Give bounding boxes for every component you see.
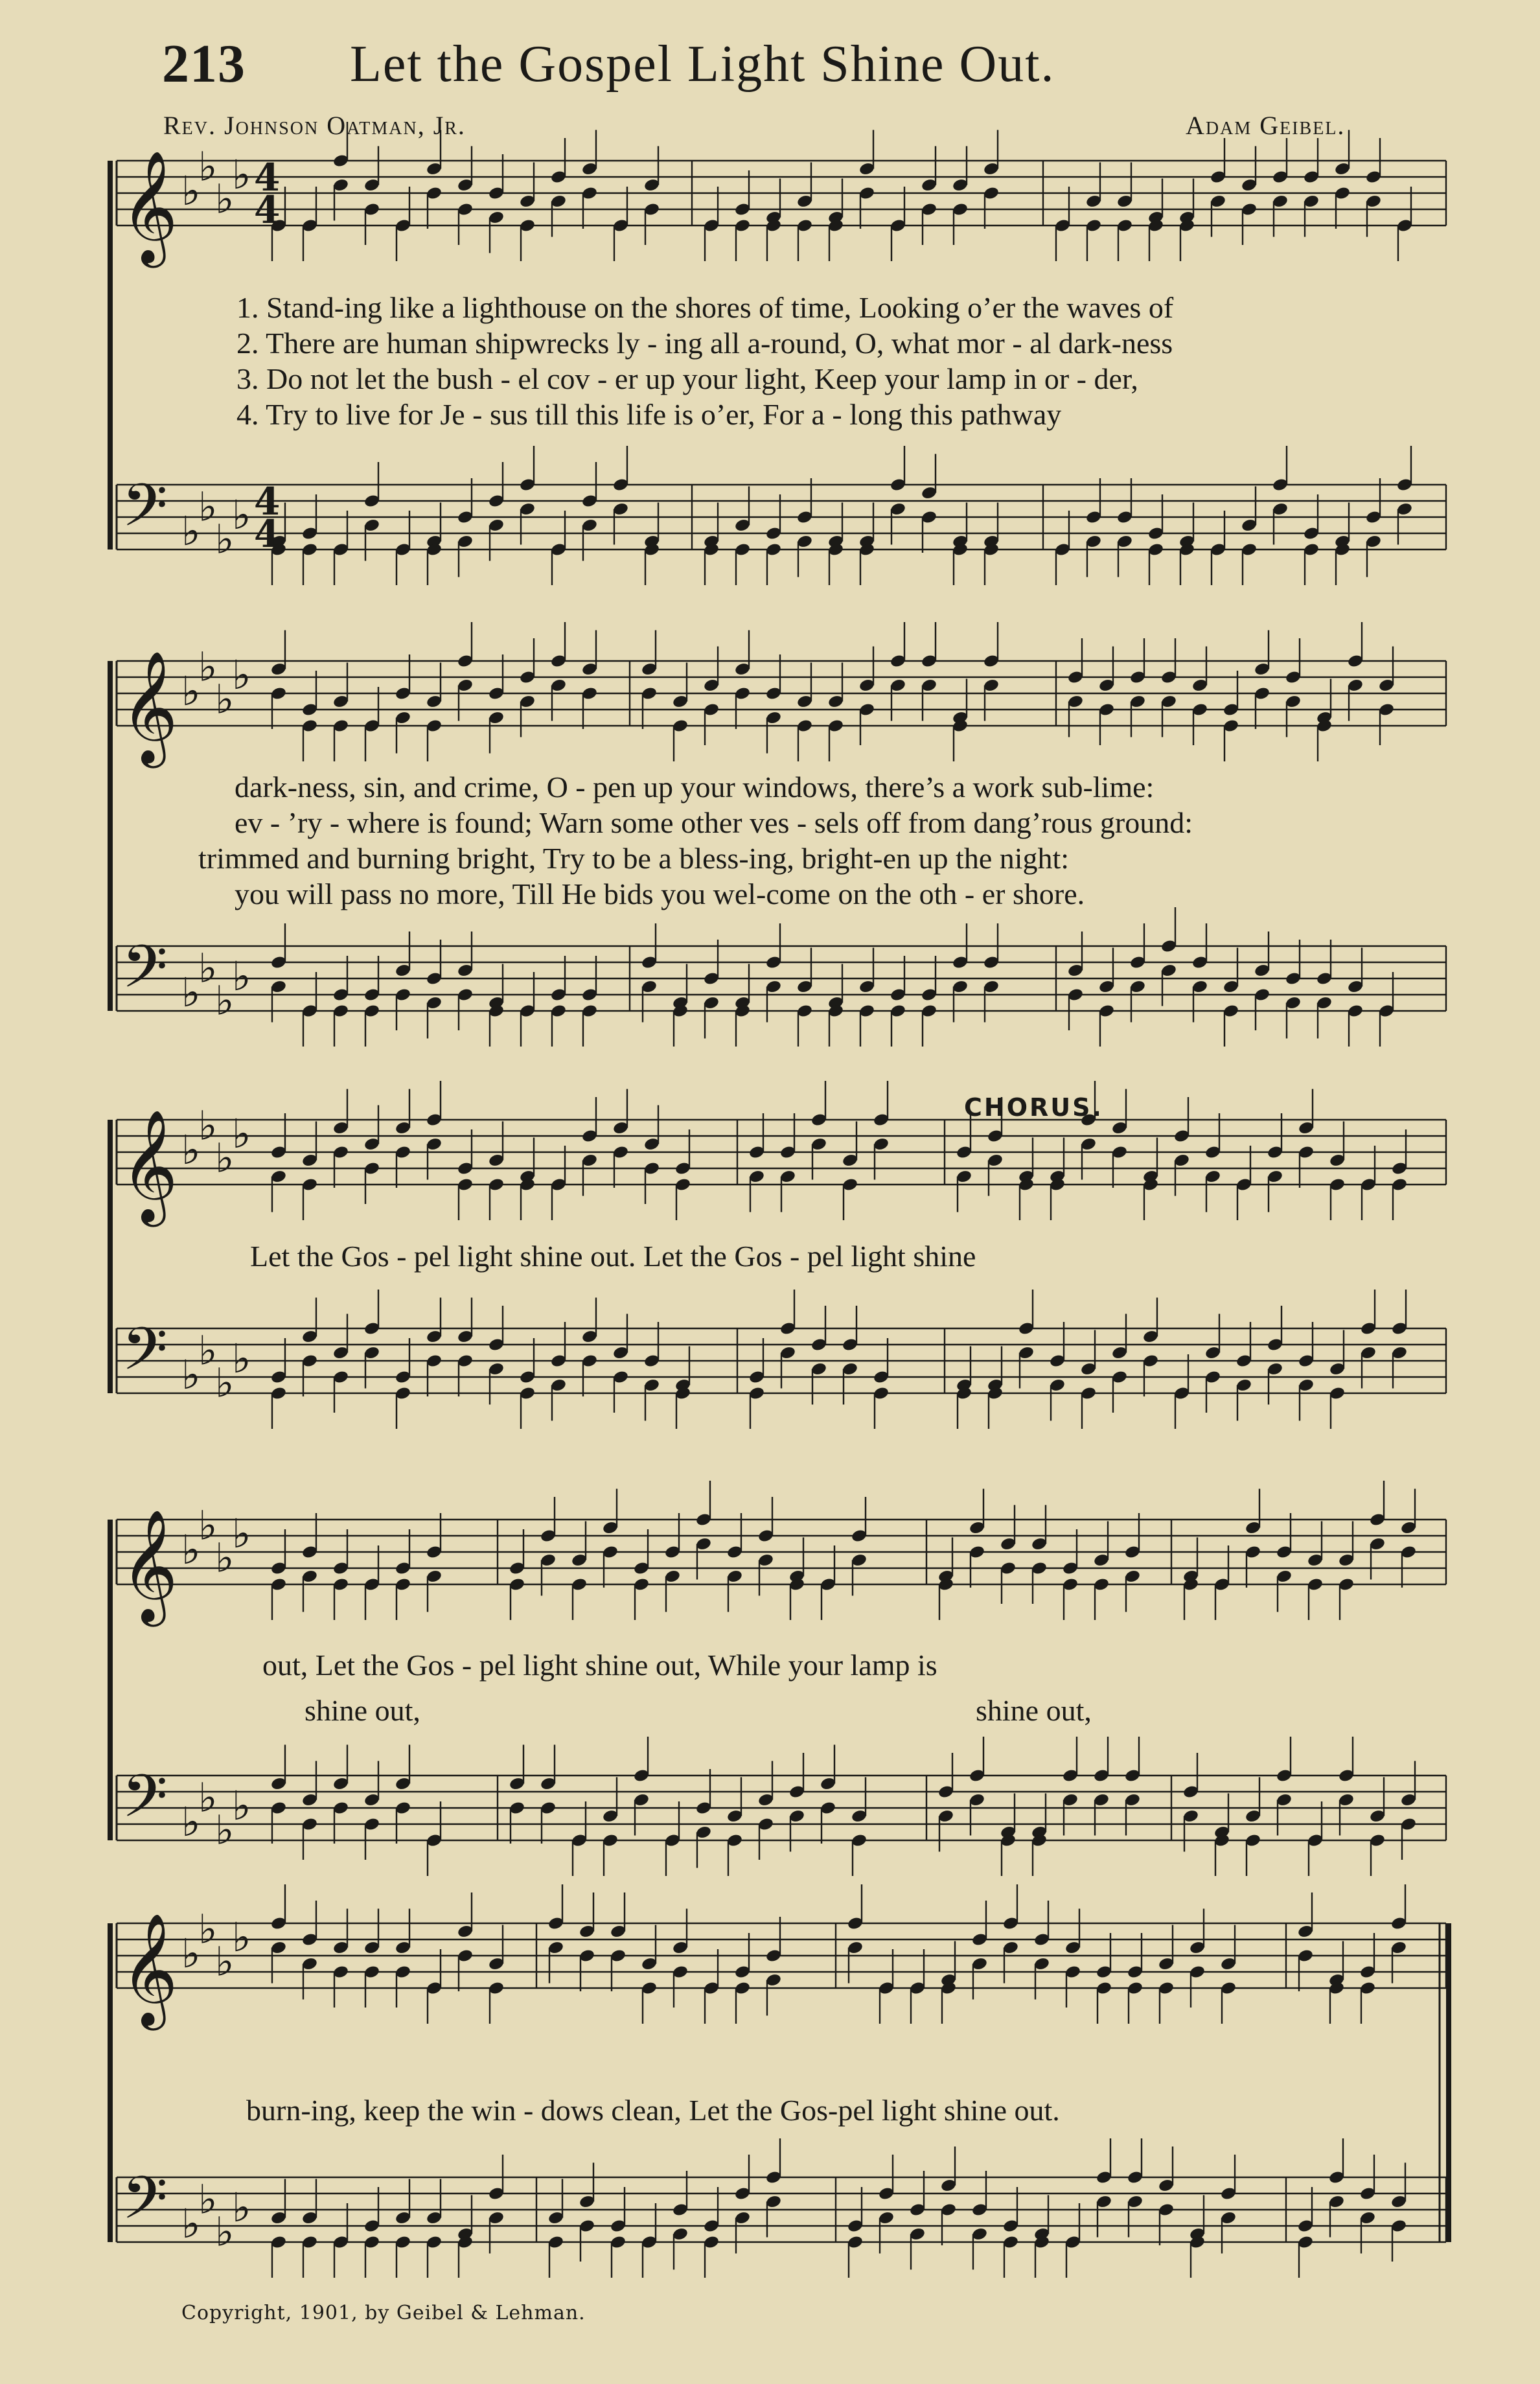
verse-3-line-2: trimmed and burning bright, Try to be a bless-ing, bright-en up the night: xyxy=(198,842,1070,875)
flat-sign-icon: ♭ xyxy=(198,1102,218,1150)
treble-clef-icon: 𝄞 xyxy=(121,1509,178,1622)
treble-clef-icon: 𝄞 xyxy=(121,1109,178,1222)
treble-clef-icon: 𝄞 xyxy=(121,651,178,763)
flat-sign-icon: ♭ xyxy=(232,651,251,699)
time-signature: 4 xyxy=(254,480,281,524)
flat-sign-icon: ♭ xyxy=(198,483,218,531)
flat-sign-icon: ♭ xyxy=(198,1501,218,1549)
verse-1-line-1: 1. Stand-ing like a lighthouse on the shores of time, Looking o’er the waves of xyxy=(236,291,1174,324)
flat-sign-icon: ♭ xyxy=(215,1134,235,1182)
flat-sign-icon: ♭ xyxy=(232,1335,251,1382)
flat-sign-icon: ♭ xyxy=(198,1326,218,1374)
verse-2-line-1: 2. There are human shipwrecks ly - ing all a-round, O, what mor - al dark-ness xyxy=(236,327,1173,360)
flat-sign-icon: ♭ xyxy=(198,944,218,992)
flat-sign-icon: ♭ xyxy=(215,2208,235,2256)
flat-sign-icon: ♭ xyxy=(181,667,201,715)
treble-clef-icon: 𝄞 xyxy=(121,1913,178,2026)
verse-1-line-2: dark-ness, sin, and crime, O - pen up your windows, there’s a work sub-lime: xyxy=(235,770,1155,804)
bass-clef-icon: 𝄢 xyxy=(122,1762,168,1845)
verse-2-line-2: ev - ’ry - where is found; Warn some other ves - sels off from dang’rous ground: xyxy=(235,806,1193,839)
flat-sign-icon: ♭ xyxy=(215,1938,235,1985)
flat-sign-icon: ♭ xyxy=(181,507,201,555)
chorus-lyrics-line-1: Let the Gos - pel light shine out. Let the Gos - pel light shine xyxy=(250,1240,976,1273)
flat-sign-icon: ♭ xyxy=(181,1526,201,1573)
flat-sign-icon: ♭ xyxy=(215,1806,235,1854)
bass-clef-icon: 𝄢 xyxy=(122,1315,168,1398)
flat-sign-icon: ♭ xyxy=(232,1510,251,1557)
flat-sign-icon: ♭ xyxy=(181,2200,201,2247)
flat-sign-icon: ♭ xyxy=(215,1534,235,1582)
flat-sign-icon: ♭ xyxy=(198,643,218,691)
bass-clef-icon: 𝄢 xyxy=(122,471,168,554)
flat-sign-icon: ♭ xyxy=(215,675,235,723)
flat-sign-icon: ♭ xyxy=(232,1782,251,1829)
flat-sign-icon: ♭ xyxy=(215,977,235,1024)
composer-credit: Adam Geibel. xyxy=(1186,111,1346,140)
flat-sign-icon: ♭ xyxy=(232,953,251,1000)
time-signature: 4 xyxy=(254,188,281,232)
bass-clef-icon: 𝄢 xyxy=(122,2164,168,2247)
flat-sign-icon: ♭ xyxy=(181,1126,201,1174)
chorus-label: CHORUS. xyxy=(964,1093,1103,1122)
flat-sign-icon: ♭ xyxy=(232,1914,251,1961)
flat-sign-icon: ♭ xyxy=(181,1798,201,1846)
time-signature: 4 xyxy=(254,156,281,200)
flat-sign-icon: ♭ xyxy=(198,1774,218,1822)
flat-sign-icon: ♭ xyxy=(181,167,201,214)
flat-sign-icon: ♭ xyxy=(232,1110,251,1157)
flat-sign-icon: ♭ xyxy=(198,2175,218,2223)
chorus-lyrics-line-2: out, Let the Gos - pel light shine out, While your lamp is xyxy=(262,1649,937,1682)
hymn-number: 213 xyxy=(162,34,246,94)
flat-sign-icon: ♭ xyxy=(198,1905,218,1953)
flat-sign-icon: ♭ xyxy=(215,1359,235,1407)
flat-sign-icon: ♭ xyxy=(232,2184,251,2231)
verse-4-line-1: 4. Try to live for Je - sus till this life is o’er, For a - long this pathway xyxy=(236,398,1062,431)
time-signature: 4 xyxy=(254,512,281,556)
flat-sign-icon: ♭ xyxy=(215,175,235,223)
bass-clef-icon: 𝄢 xyxy=(122,932,168,1015)
flat-sign-icon: ♭ xyxy=(232,151,251,198)
flat-sign-icon: ♭ xyxy=(181,969,201,1016)
flat-sign-icon: ♭ xyxy=(198,143,218,191)
lyricist-credit: Rev. Johnson Oatman, Jr. xyxy=(163,111,466,140)
verse-4-line-2: you will pass no more, Till He bids you wel-come on the oth - er shore. xyxy=(235,877,1085,910)
treble-clef-icon: 𝄞 xyxy=(121,150,178,263)
echo-shine-out-2: shine out, xyxy=(976,1694,1092,1727)
verse-3-line-1: 3. Do not let the bush - el cov - er up your light, Keep your lamp in or - der, xyxy=(236,362,1138,395)
copyright-notice: Copyright, 1901, by Geibel & Lehman. xyxy=(181,2302,586,2324)
hymn-title: Let the Gospel Light Shine Out. xyxy=(350,36,1055,93)
flat-sign-icon: ♭ xyxy=(215,515,235,563)
chorus-lyrics-line-3: burn-ing, keep the win - dows clean, Let the Gos-pel light shine out. xyxy=(246,2094,1060,2127)
flat-sign-icon: ♭ xyxy=(232,491,251,538)
flat-sign-icon: ♭ xyxy=(181,1930,201,1977)
echo-shine-out-1: shine out, xyxy=(305,1694,420,1727)
flat-sign-icon: ♭ xyxy=(181,1351,201,1398)
